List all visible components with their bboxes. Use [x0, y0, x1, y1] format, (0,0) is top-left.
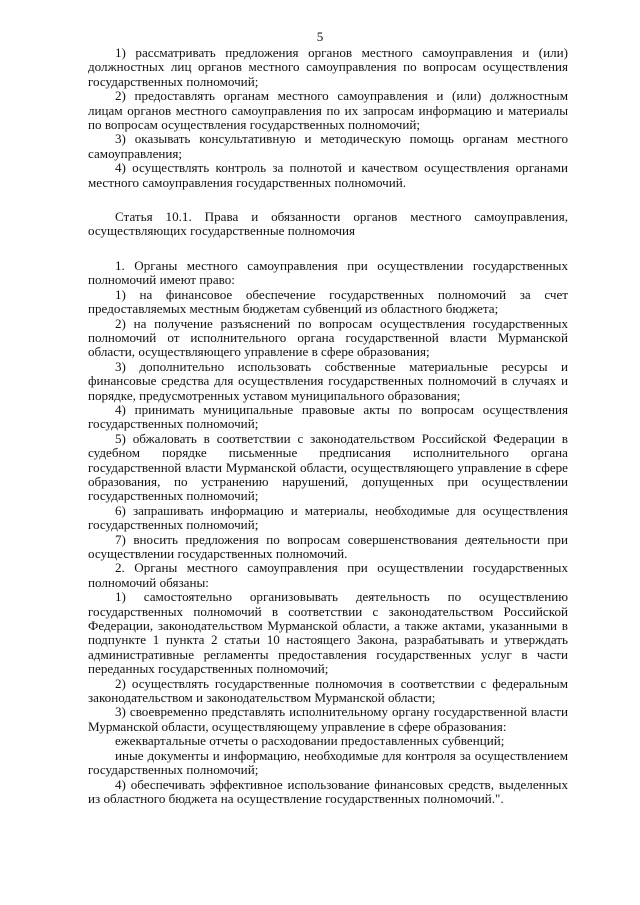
paragraph: ежеквартальные отчеты о расходовании предоставленных субвенций; [115, 733, 505, 749]
paragraph: 5) обжаловать в соответствии с законодательством Российской Федерации в судебном порядке письменные предписания исполнительного органа государственной власти Мурманской области, осуществляющего управление в сфере образования, по устранению нарушений, допущенных при осуществлении государственных полномочий; [88, 430, 568, 504]
paragraph: 6) запрашивать информацию и материалы, необходимые для осуществления государственных полномочий; [88, 502, 568, 533]
paragraph: 1) рассматривать предложения органов местного самоуправления и (или) должностных лиц органов местного самоуправления по вопросам осуществления государственных полномочий; [88, 45, 568, 89]
paragraph: 2. Органы местного самоуправления при осуществлении государственных полномочий обязаны: [88, 560, 568, 590]
paragraph: 1. Органы местного самоуправления при осуществлении государственных полномочий имеют право: [88, 257, 568, 288]
spacer [88, 190, 568, 210]
paragraph: 7) вносить предложения по вопросам совершенствования деятельности при осуществлении государственных полномочий. [88, 531, 568, 561]
page-number: 5 [316, 29, 324, 44]
paragraph: 4) принимать муниципальные правовые акты по вопросам осуществления государственных полномочий; [88, 401, 568, 432]
paragraph: 2) предоставлять органам местного самоуправления и (или) должностным лицам органов местного самоуправления по их запросам информацию и материалы по вопросам осуществления государственных полномочий; [88, 88, 568, 133]
paragraph: 4) обеспечивать эффективное использование финансовых средств, выделенных из областного бюджета на осуществление государственных полномочий.". [88, 776, 568, 806]
paragraph: 1) самостоятельно организовывать деятельность по осуществлению государственных полномочий в соответствии с законодательством Российской Федерации, законодательством Мурманской области, а также актами, указанными в подпункте 1 пункта 2 статьи 10 настоящего Закона, разрабатывать и утверждать административные регламенты предоставления государственных услуг в части переданных государственных полномочий; [88, 589, 568, 677]
document-body [88, 46, 568, 806]
paragraph: 3) своевременно представлять исполнительному органу государственной власти Мурманской области, осуществляющему управление в сфере образования: [88, 704, 568, 734]
paragraph: 2) на получение разъяснений по вопросам осуществления государственных полномочий от исполнительного органа государственной власти Мурманской области, осуществляющего управление в сфере образования; [88, 315, 568, 360]
article-heading: Статья 10.1. Права и обязанности органов местного самоуправления, осуществляющих государственные полномочия [88, 209, 568, 239]
paragraph: иные документы и информацию, необходимые для контроля за осуществлением государственных полномочий; [88, 747, 568, 778]
paragraph: 3) дополнительно использовать собственные материальные ресурсы и финансовые средства для осуществления государственных полномочий в случаях и порядке, предусмотренных уставом муниципального образования; [88, 358, 568, 403]
paragraph: 3) оказывать консультативную и методическую помощь органам местного самоуправления; [88, 131, 568, 161]
paragraph: 1) на финансовое обеспечение государственных полномочий за счет предоставляемых местным бюджетам субвенций из областного бюджета; [88, 286, 568, 317]
paragraph: 2) осуществлять государственные полномочия в соответствии с федеральным законодательством и законодательством Мурманской области; [88, 675, 568, 706]
paragraph: 4) осуществлять контроль за полнотой и качеством осуществления органами местного самоуправления государственных полномочий. [88, 160, 568, 190]
spacer [88, 239, 568, 259]
